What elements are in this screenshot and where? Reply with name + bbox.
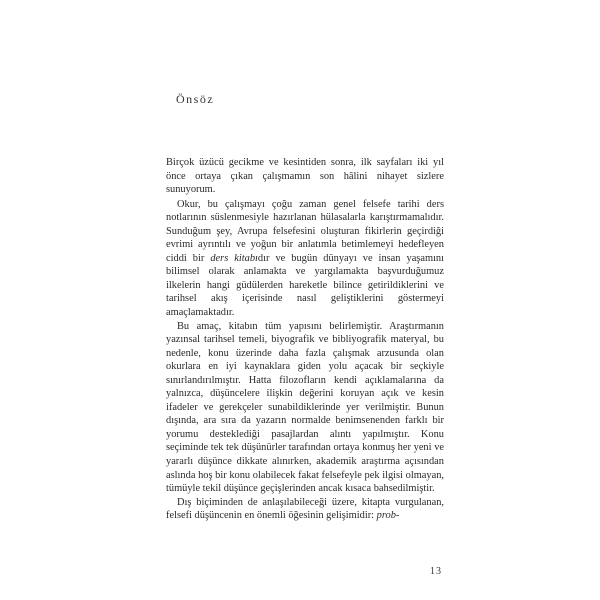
paragraph-2-text-b: dır ve bugün dünyayı ve insan yaşamını bilimsel olarak anlamakta ve yargılamakta başvurduğumuz ilkelerin hangi güdülerden hareketle bilince getirildiklerini ve tarihsel akış içerisinde nasıl geliştiklerini göstermeyi amaçlamaktadır.: [166, 252, 445, 319]
paragraph-2-italic-term: ders kitabı: [210, 252, 258, 264]
paragraph-1-text: Birçok üzücü gecikme ve kesintiden sonra, ilk sayfaları iki yıl önce ortaya çıkan çalışmamın son hâlini nihayet sizlere sunuyorum.: [166, 157, 444, 196]
paragraph-2: [166, 198, 444, 320]
page-heading: Önsöz: [176, 92, 215, 106]
paragraph-4-text: Dış biçiminden de anlaşılabileceği üzere, kitapta vurgulanan, felsefi düşüncenin en önemli öğesinin gelişimidir:: [166, 496, 444, 522]
body-text: [166, 156, 444, 523]
paragraph-3: [166, 320, 444, 496]
paragraph-3-text: Bu amaç, kitabın tüm yapısını belirlemiştir. Araştırmanın yazınsal tarihsel temeli, biyografik ve bibliyografik materyal, bu nedenle, konu üzerinde daha fazla çalışmak arzusunda olan okurlara en iyi kaynaklara giden yolu açacak bir seçkiyle sınırlandırılmıştır. Hatta filozofların kendi açıklamalarına da yalnızca, düşüncelere ilişkin değerini koruyan açık ve kesin ifadeler ve gerekçeler sunabildiklerinde yer verilmiştir. Bunun dışında, ara sıra da yazarın normalde benimsenenden farklı bir yorumu desteklediği pasajlardan alıntı yapılmıştır. Konu seçiminde tek tek düşünürler tarafından ortaya konmuş her yeni ve yararlı düşünce dikkate alınırken, akademik araştırma açısından aslında hoş bir konu olabilecek fakat felsefeyle pek ilgisi olmayan, tümüyle tekil düşünce geçişlerinden ancak kısaca bahsedilmiştir.: [166, 320, 444, 495]
page-number: 13: [430, 566, 442, 577]
paragraph-4: [166, 496, 444, 523]
paragraph-4-italic-term: prob-: [376, 510, 400, 522]
paragraph-1: [166, 156, 444, 197]
paragraph-2-text-a: Okur, bu çalışmayı çoğu zaman genel felsefe tarihi ders notlarının süslenmesiyle hazırlanan hülasalarla karıştırmamalıdır. Sunduğum şey, Avrupa felsefesini oluşturan fikirlerin geçirdiği evrimi ayrıntılı ve yoğun bir anlatımla betimlemeyi hedefleyen ciddi bir: [166, 198, 444, 264]
